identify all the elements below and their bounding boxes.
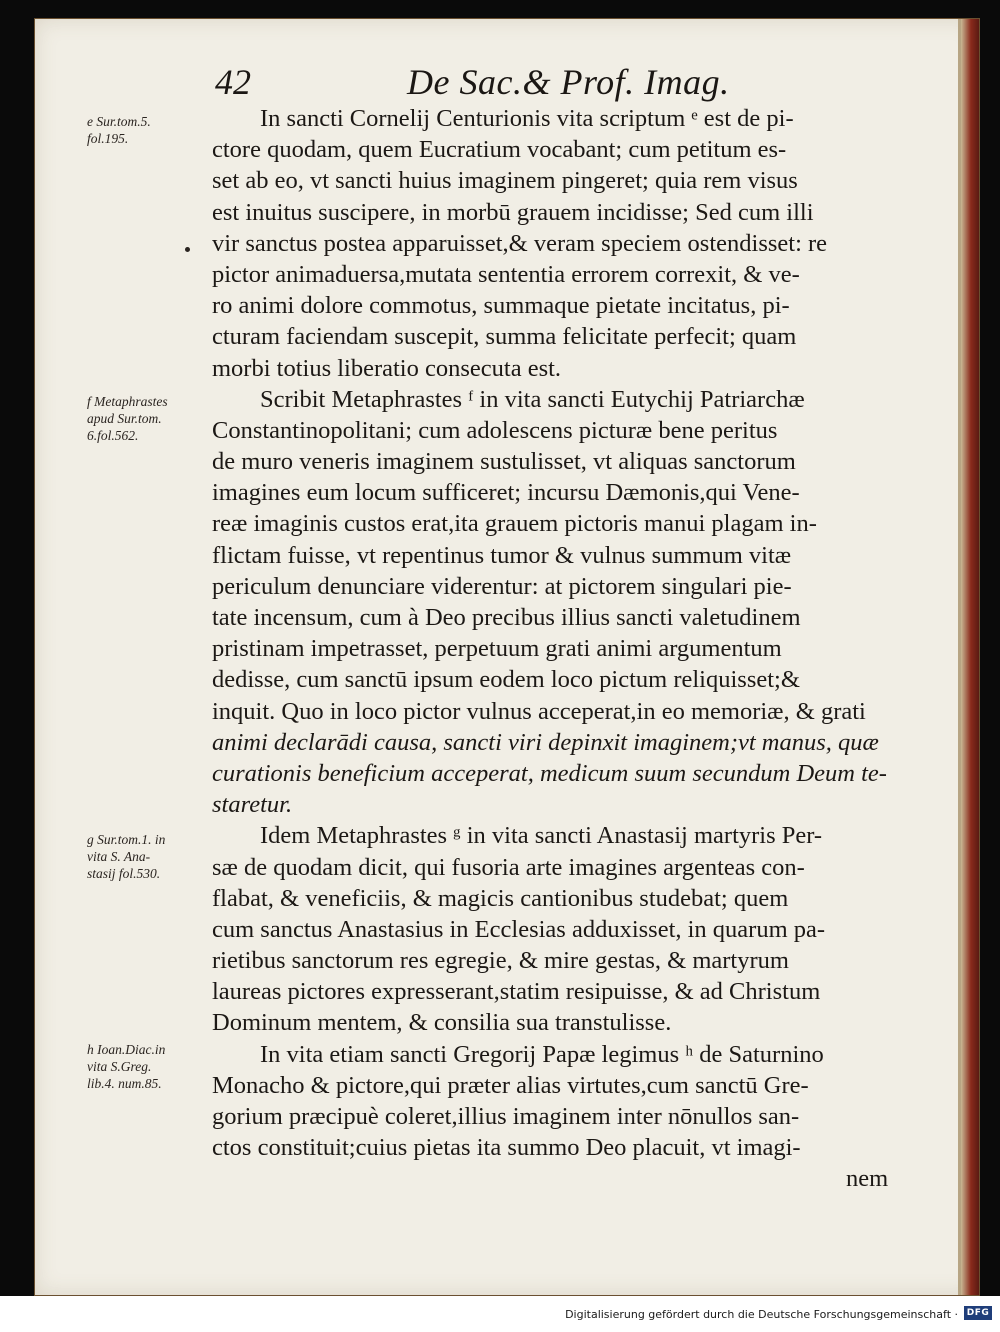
- margin-note-line: g Sur.tom.1. in: [87, 832, 166, 847]
- text-line: tate incensum, cum à Deo precibus illius sancti valetudinem: [212, 604, 801, 631]
- text-line: pristinam impetrasset, perpetuum grati animi argumentum: [212, 635, 782, 663]
- footer-bar: [0, 1296, 1000, 1332]
- margin-note-g: [87, 831, 217, 882]
- text-line: imagines eum locum sufficeret; incursu Dæmonis,qui Vene-: [212, 479, 800, 507]
- margin-note-line: 6.fol.562.: [87, 428, 139, 443]
- text-line: Dominum mentem, & consilia sua transtulisse.: [212, 1009, 672, 1037]
- text-line: reæ imaginis custos erat,ita grauem pictoris manui plagam in-: [212, 510, 817, 538]
- margin-dot-mark: [185, 247, 190, 252]
- text-line: inquit. Quo in loco pictor vulnus acceperat,in eo memoriæ, & grati: [212, 697, 866, 725]
- text-line: periculum denunciare viderentur: at pictorem singulari pie-: [212, 572, 792, 600]
- margin-note-h: [87, 1041, 217, 1092]
- text-line: Scribit Metaphrastes ᶠ in vita sancti Eutychij Patriarchæ: [260, 385, 805, 413]
- text-line: In vita etiam sancti Gregorij Papæ legimus ʰ de Saturnino: [260, 1040, 824, 1068]
- text-line: flictam fuisse, vt repentinus tumor & vulnus summum vitæ: [212, 541, 792, 569]
- text-line: Monacho & pictore,qui præter alias virtutes,cum sanctū Gre-: [212, 1071, 809, 1099]
- margin-note-line: f Metaphrastes: [87, 394, 168, 409]
- text-line: gorium præcipuè coleret,illius imaginem inter nōnullos san-: [212, 1103, 800, 1130]
- margin-note-line: lib.4. num.85.: [87, 1076, 162, 1091]
- text-line: sæ de quodam dicit, qui fusoria arte imagines argenteas con-: [212, 853, 805, 881]
- text-line: est inuitus suscipere, in morbū grauem incidisse; Sed cum illi: [212, 198, 814, 226]
- margin-note-line: e Sur.tom.5.: [87, 114, 151, 129]
- text-line-italic: staretur.: [212, 791, 293, 819]
- text-line: Constantinopolitani; cum adolescens picturæ bene peritus: [212, 416, 778, 444]
- text-line: ctos constituit;cuius pietas ita summo Deo placuit, vt imagi-: [212, 1134, 801, 1162]
- text-line: cturam faciendam suscepit, summa felicitate perfecit; quam: [212, 323, 797, 351]
- margin-note-line: fol.195.: [87, 131, 129, 146]
- text-line: laureas pictores expresserant,statim resipuisse, & ad Christum: [212, 978, 821, 1006]
- margin-note-line: h Ioan.Diac.in: [87, 1042, 166, 1057]
- book-spine: [961, 19, 979, 1295]
- text-line: dedisse, cum sanctū ipsum eodem loco pictum reliquisset;&: [212, 666, 800, 694]
- text-line: ro animi dolore commotus, summaque pietate incitatus, pi-: [212, 292, 790, 320]
- margin-note-line: vita S. Ana-: [87, 849, 151, 864]
- text-line: vir sanctus postea apparuisset,& veram speciem ostendisset: re: [212, 229, 828, 257]
- text-line: set ab eo, vt sancti huius imaginem pingeret; quia rem visus: [212, 167, 798, 195]
- footer-credit: Digitalisierung gefördert durch die Deutsche Forschungsgemeinschaft ·: [565, 1308, 958, 1321]
- dfg-logo-icon: DFG: [964, 1306, 992, 1320]
- text-line: In sancti Cornelij Centurionis vita scriptum ᵉ est de pi-: [260, 105, 794, 132]
- margin-note-f: [87, 393, 217, 444]
- text-line-italic: curationis beneficium acceperat, medicum suum secundum Deum te-: [212, 759, 887, 787]
- text-line: flabat, & veneficiis, & magicis cantionibus studebat; quem: [212, 884, 789, 912]
- catchword: nem: [846, 1165, 889, 1193]
- text-line: morbi totius liberatio consecuta est.: [212, 354, 562, 382]
- book-page: [34, 18, 980, 1296]
- text-line: Idem Metaphrastes ᵍ in vita sancti Anastasij martyris Per-: [260, 822, 823, 850]
- margin-note-line: apud Sur.tom.: [87, 411, 162, 426]
- margin-note-line: stasij fol.530.: [87, 866, 161, 881]
- running-title: De Sac.& Prof. Imag.: [407, 62, 730, 102]
- page-header: [35, 61, 979, 105]
- text-line-italic: animi declarādi causa, sancti viri depinxit imaginem;vt manus, quæ: [212, 728, 879, 756]
- body-text: [212, 103, 892, 1195]
- page-number: 42: [215, 62, 251, 102]
- text-line: ctore quodam, quem Eucratium vocabant; cum petitum es-: [212, 136, 787, 164]
- text-line: pictor animaduersa,mutata sententia errorem correxit, & ve-: [212, 260, 800, 288]
- text-line: de muro veneris imaginem sustulisset, vt aliquas sanctorum: [212, 448, 796, 476]
- text-line: cum sanctus Anastasius in Ecclesias adduxisset, in quarum pa-: [212, 915, 826, 943]
- margin-note-line: vita S.Greg.: [87, 1059, 152, 1074]
- text-line: rietibus sanctorum res egregie, & mire gestas, & martyrum: [212, 947, 789, 975]
- margin-note-e: [87, 113, 217, 147]
